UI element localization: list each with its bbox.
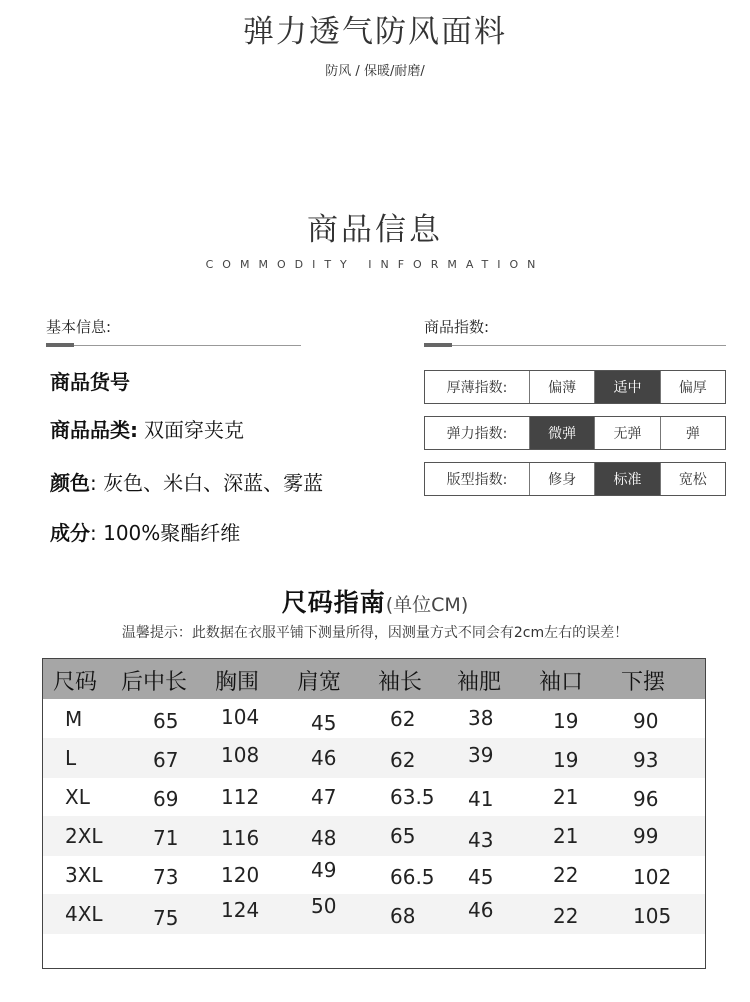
hero-title: 弹力透气防风面料 [243, 14, 507, 50]
col-header-hem: 下摆 [621, 670, 666, 695]
col-header-cuff: 袖口 [539, 670, 584, 695]
material-line [50, 517, 240, 546]
cell-chest: 116 [221, 826, 260, 850]
basic-info-rule [46, 345, 301, 346]
cell-chest: 112 [221, 785, 260, 809]
col-header-shoulder: 肩宽 [297, 670, 342, 695]
cell-cuff: 22 [553, 863, 579, 887]
size-guide-title-text: 尺码指南 [281, 588, 386, 617]
cell-sleeve-length: 63.5 [390, 785, 435, 809]
cell-cuff: 22 [553, 904, 579, 928]
cell-sleeve-width: 45 [468, 865, 494, 889]
cell-cuff: 19 [553, 709, 579, 733]
cell-chest: 124 [221, 898, 260, 922]
cell-back-length: 69 [153, 787, 179, 811]
cell-size: L [65, 746, 77, 770]
sku-line [50, 366, 130, 395]
cell-hem: 90 [633, 709, 659, 733]
cell-back-length: 75 [153, 906, 179, 930]
table-row [43, 738, 705, 778]
cell-size: XL [65, 785, 90, 809]
cell-hem: 102 [633, 865, 672, 889]
table-row [43, 894, 705, 934]
cell-sleeve-length: 62 [390, 748, 416, 772]
cell-shoulder: 46 [311, 746, 337, 770]
material-label: 成分 [50, 521, 90, 545]
cell-shoulder: 49 [311, 858, 337, 882]
cell-chest: 120 [221, 863, 260, 887]
cell-sleeve-length: 62 [390, 707, 416, 731]
basic-info-heading: 基本信息: [46, 318, 112, 336]
size-table [42, 658, 706, 969]
index-rule-mark [424, 343, 452, 347]
cell-back-length: 65 [153, 709, 179, 733]
cell-cuff: 19 [553, 748, 579, 772]
elasticity-index-row [424, 416, 726, 450]
cell-cuff: 21 [553, 824, 579, 848]
index-rule [424, 345, 726, 346]
index-heading: 商品指数: [424, 318, 490, 336]
table-row [43, 816, 705, 856]
color-line [50, 467, 323, 496]
cell-shoulder: 50 [311, 894, 337, 918]
fit-index-label: 版型指数: [446, 472, 508, 488]
size-guide-title [0, 583, 750, 619]
col-header-sleeve-width: 袖肥 [457, 670, 502, 695]
cell-back-length: 73 [153, 865, 179, 889]
size-guide-unit: (单位CM) [385, 594, 469, 616]
fit-option-slim: 修身 [529, 463, 594, 495]
cell-hem: 105 [633, 904, 672, 928]
cell-sleeve-length: 66.5 [390, 865, 435, 889]
hero-subtitle: 防风 / 保暖/耐磨/ [325, 64, 425, 79]
cell-size: 3XL [65, 863, 103, 887]
cell-size: 4XL [65, 902, 103, 926]
cell-hem: 99 [633, 824, 659, 848]
cell-hem: 93 [633, 748, 659, 772]
thickness-option-medium: 适中 [594, 371, 659, 403]
elasticity-index-label: 弹力指数: [446, 426, 508, 442]
cell-back-length: 67 [153, 748, 179, 772]
cell-sleeve-width: 39 [468, 743, 494, 767]
sku-label: 商品货号 [50, 370, 130, 394]
cell-sleeve-width: 41 [468, 787, 494, 811]
color-value: : 灰色、米白、深蓝、雾蓝 [90, 471, 324, 495]
cell-size: 2XL [65, 824, 103, 848]
elasticity-option-stretch: 弹 [660, 417, 725, 449]
elasticity-option-none: 无弹 [594, 417, 659, 449]
col-header-back-length: 后中长 [121, 670, 188, 695]
cell-shoulder: 45 [311, 711, 337, 735]
fit-option-standard: 标准 [594, 463, 659, 495]
cell-back-length: 71 [153, 826, 179, 850]
cell-hem: 96 [633, 787, 659, 811]
cell-shoulder: 47 [311, 785, 337, 809]
category-label: 商品品类: [50, 418, 138, 442]
material-value: : 100%聚酯纤维 [90, 521, 241, 545]
section-subtitle: COMMODITY INFORMATION [205, 258, 545, 271]
cell-chest: 108 [221, 743, 260, 767]
category-line [50, 414, 244, 443]
thickness-index-row [424, 370, 726, 404]
cell-size: M [65, 707, 83, 731]
fit-index-row [424, 462, 726, 496]
thickness-option-thin: 偏薄 [529, 371, 594, 403]
cell-chest: 104 [221, 705, 260, 729]
table-row [43, 855, 705, 895]
basic-info-rule-mark [46, 343, 74, 347]
col-header-sleeve-length: 袖长 [378, 670, 423, 695]
cell-sleeve-width: 46 [468, 898, 494, 922]
col-header-chest: 胸围 [215, 670, 260, 695]
cell-sleeve-width: 38 [468, 706, 494, 730]
size-guide-tip: 温馨提示：此数据在衣服平铺下测量所得，因测量方式不同会有2cm左右的误差！ [121, 625, 629, 641]
cell-sleeve-length: 65 [390, 824, 416, 848]
elasticity-option-slight: 微弹 [529, 417, 594, 449]
section-title: 商品信息 [307, 212, 443, 248]
size-table-header [43, 659, 705, 699]
fit-option-loose: 宽松 [660, 463, 725, 495]
cell-cuff: 21 [553, 785, 579, 809]
table-row [43, 699, 705, 739]
thickness-option-thick: 偏厚 [660, 371, 725, 403]
thickness-index-label: 厚薄指数: [446, 380, 508, 396]
color-label: 颜色 [50, 471, 90, 495]
col-header-size: 尺码 [53, 670, 98, 695]
cell-sleeve-width: 43 [468, 828, 494, 852]
category-value: 双面穿夹克 [144, 418, 244, 442]
cell-sleeve-length: 68 [390, 904, 416, 928]
cell-shoulder: 48 [311, 826, 337, 850]
table-row [43, 777, 705, 817]
